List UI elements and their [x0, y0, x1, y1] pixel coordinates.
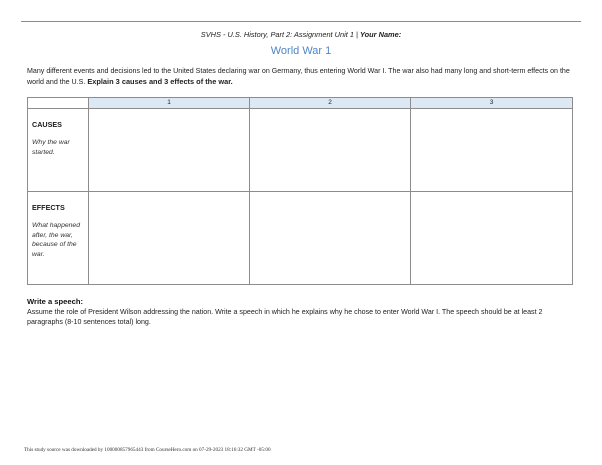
row-label: EFFECTS	[32, 203, 65, 212]
effect-cell-3[interactable]	[411, 192, 573, 285]
intro-paragraph	[27, 66, 577, 87]
column-header-2: 2	[250, 98, 411, 109]
row-description: Why the war started.	[32, 139, 70, 156]
cause-cell-3[interactable]	[411, 109, 573, 192]
intro-text: Many different events and decisions led to the United States declaring war on Germany, thus entering World War I. The war also had many long and short-term effects on the world and the U.S.	[27, 67, 570, 86]
column-header-3: 3	[411, 98, 573, 109]
page-title: World War 1	[270, 45, 332, 57]
row-label: CAUSES	[32, 120, 62, 129]
download-footer: This study source was downloaded by 100000857965443 from CourseHero.com on 07-29-2023 18:16:32 GMT -05:00	[24, 447, 271, 453]
table-row-effects	[28, 192, 573, 285]
table-row-causes	[28, 109, 573, 192]
table-corner-cell	[28, 98, 89, 109]
course-line: SVHS - U.S. History, Part 2: Assignment Unit 1 |	[200, 30, 360, 39]
intro-emphasis: Explain 3 causes and 3 effects of the war.	[87, 76, 233, 86]
speech-heading: Write a speech:	[27, 297, 83, 306]
row-description: What happened after, the war, because of the war.	[32, 222, 80, 258]
effect-cell-2[interactable]	[250, 192, 411, 285]
causes-effects-table	[27, 97, 573, 285]
header-rule	[21, 21, 581, 22]
column-header-1: 1	[89, 98, 250, 109]
cause-cell-2[interactable]	[250, 109, 411, 192]
speech-prompt: Assume the role of President Wilson addressing the nation. Write a speech in which he explains why he chose to enter World War I. The speech should be at least 2 paragraphs (8-10 sentences total) long.	[27, 308, 543, 326]
course-header	[0, 30, 602, 39]
row-label-cell	[28, 109, 89, 192]
name-label: Your Name:	[360, 30, 402, 39]
cause-cell-1[interactable]	[89, 109, 250, 192]
effect-cell-1[interactable]	[89, 192, 250, 285]
table-header-row	[28, 98, 573, 109]
row-label-cell	[28, 192, 89, 285]
